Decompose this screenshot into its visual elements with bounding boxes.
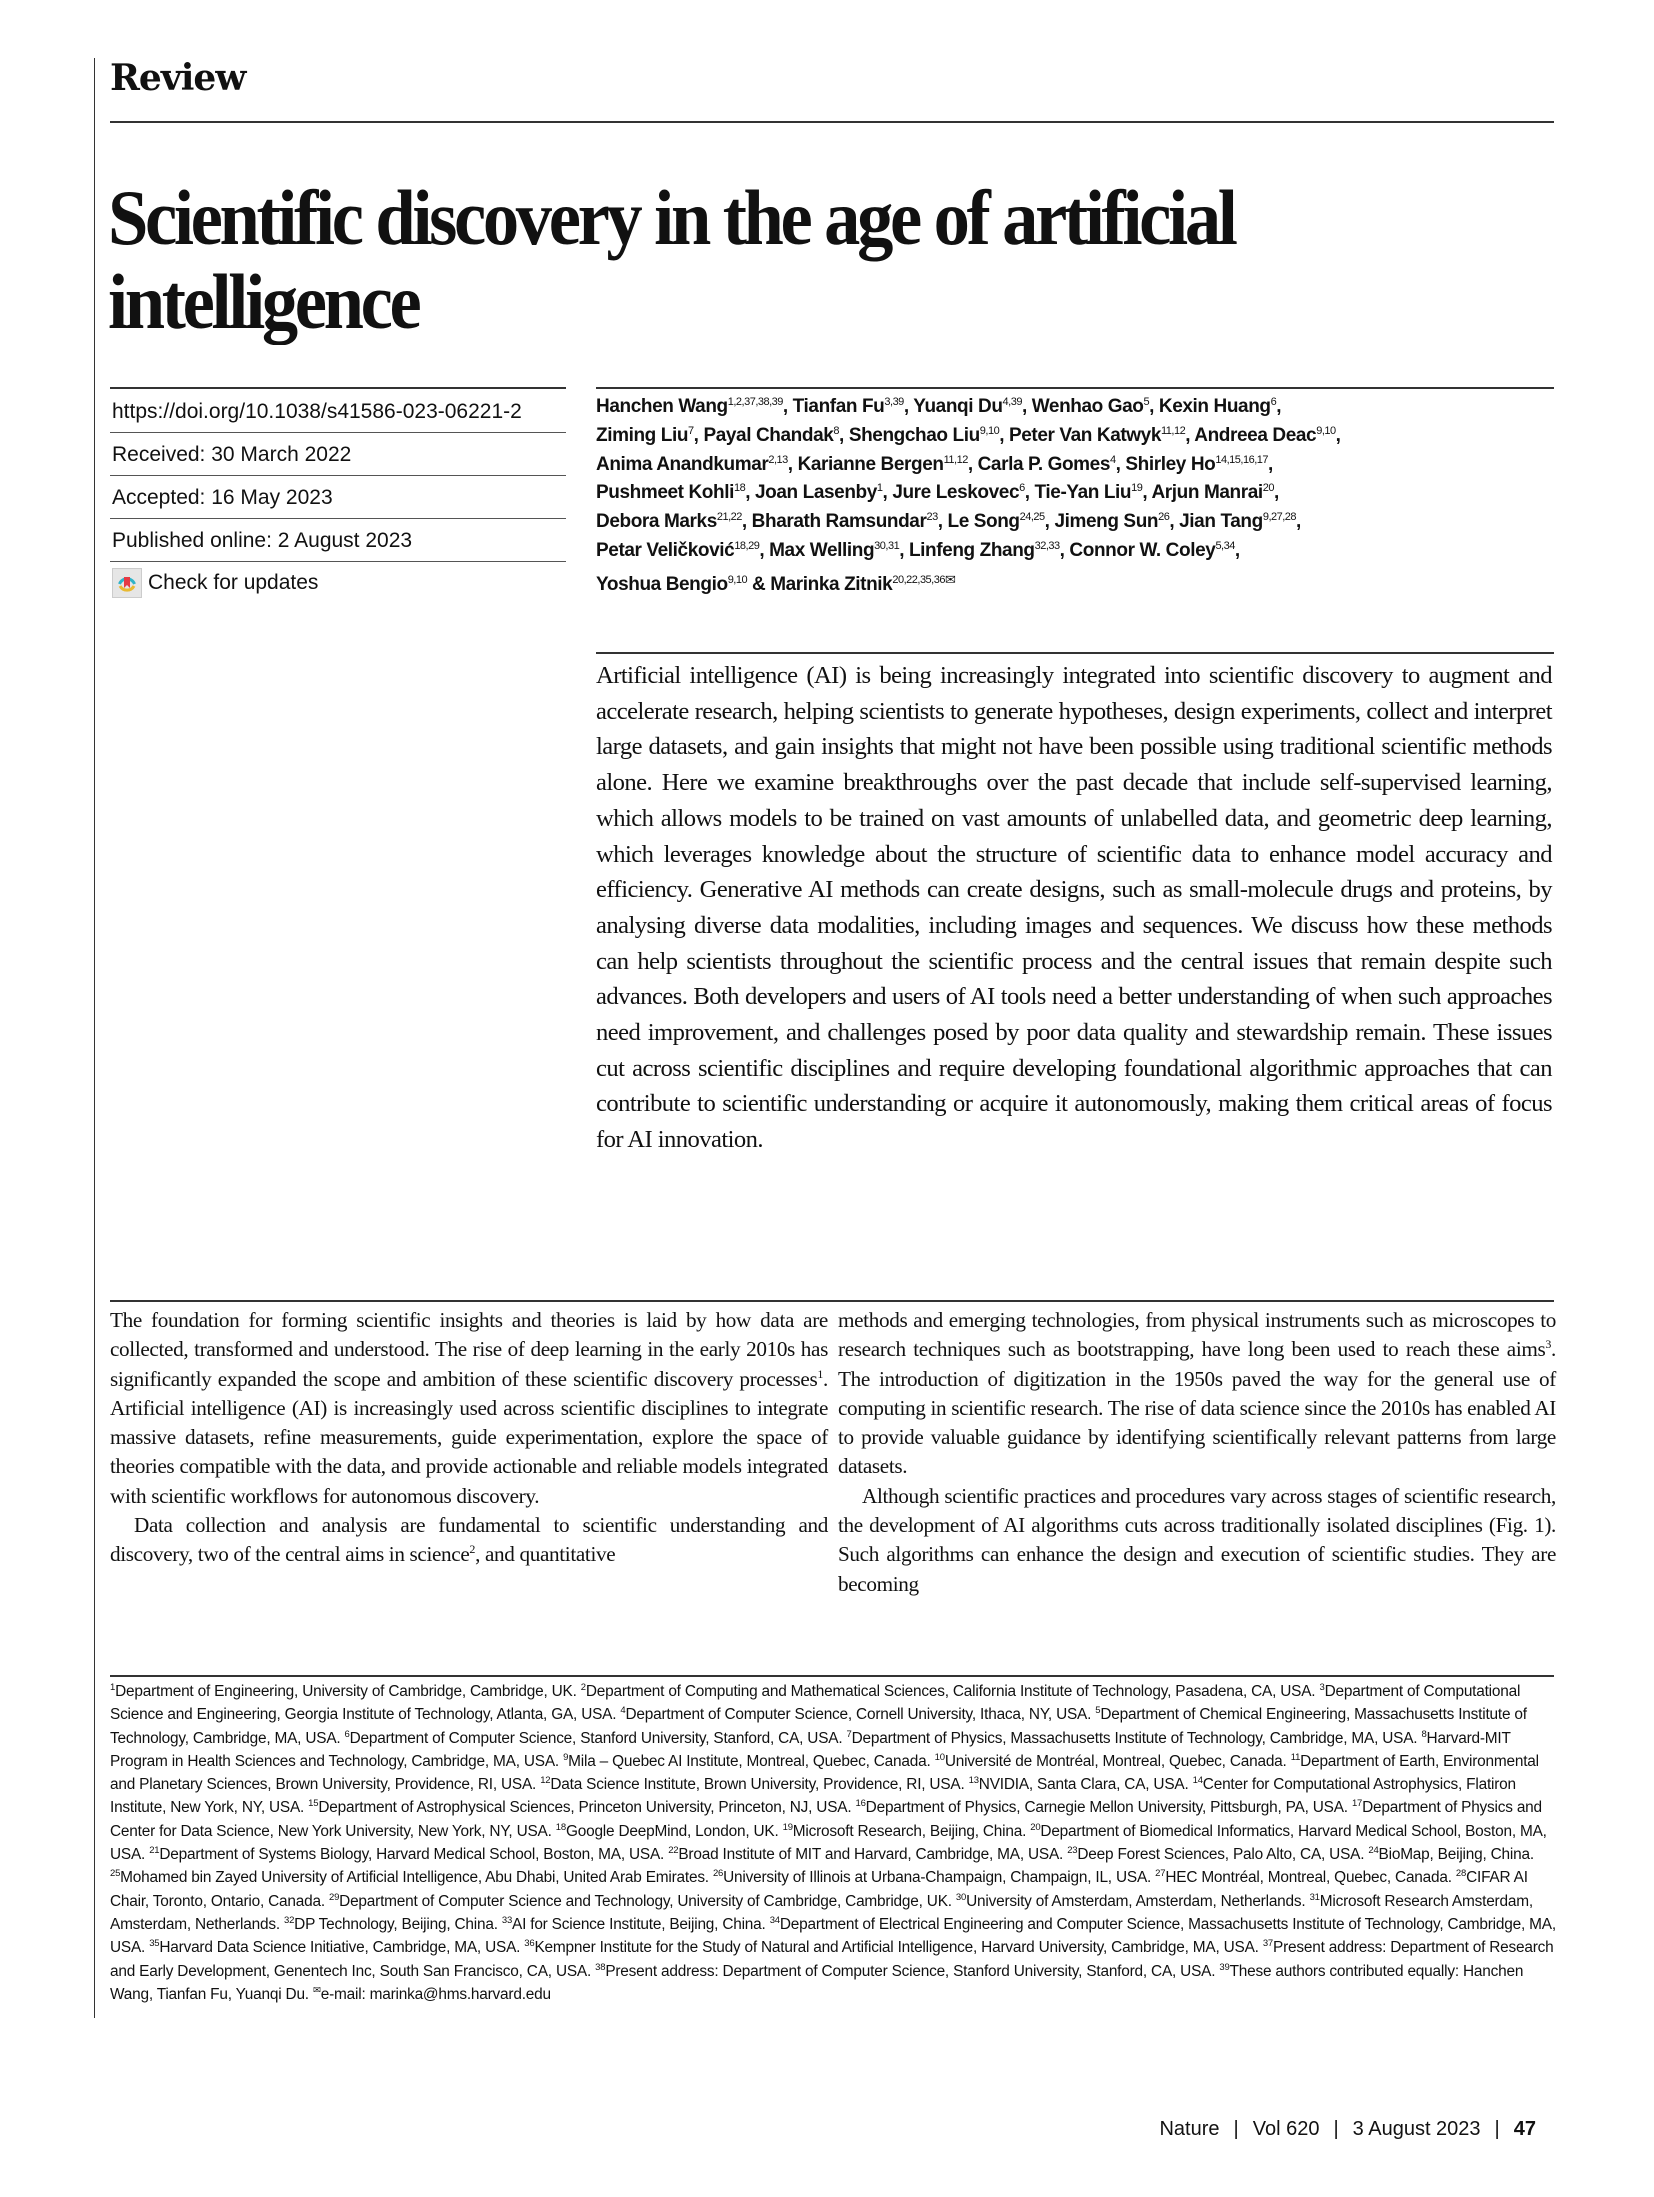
author-name[interactable]: Yuanqi Du: [913, 396, 1003, 417]
issue-date: 3 August 2023: [1352, 2118, 1481, 2140]
author-affiliation-refs: 18,29: [734, 539, 760, 552]
journal-name: Nature: [1159, 2118, 1220, 2140]
author-name[interactable]: Linfeng Zhang: [908, 539, 1035, 561]
body-paragraph: methods and emerging technologies, from physical instruments such as microscopes to research techniques such as bootstrapping, have long been used to reach these aims$^3$. The introduction of digitization in the 1950s paved the way for the general use of computing in scientific research. The rise of data science since the 2010s has enabled AI to provide valuable guidance by identifying scientifically relevant patterns from large datasets.: [838, 1308, 1556, 1479]
affiliation-number: 18: [555, 1821, 566, 1833]
author-affiliation-refs: 1: [876, 482, 883, 495]
affiliation-text: Department of Physics and Center for Data Science, New York University, New York, NY, USA.: [110, 1799, 1542, 1840]
affiliation-number: 31: [1309, 1891, 1320, 1903]
affiliation-number: 3: [1319, 1681, 1325, 1693]
author-name[interactable]: Arjun Manrai: [1151, 482, 1263, 504]
check-for-updates-button[interactable]: [110, 562, 566, 604]
author-name[interactable]: Max Welling: [769, 539, 875, 561]
affiliation-number: 8: [1421, 1728, 1427, 1740]
author-affiliation-refs: 5: [1143, 396, 1150, 408]
affiliation-number: 29: [328, 1891, 340, 1903]
author-affiliation-refs: 6: [1019, 482, 1025, 495]
affiliation-text: Department of Chemical Engineering, Massachusetts Institute of Technology, Cambridge, MA, USA.: [110, 1706, 1527, 1747]
citation-ref[interactable]: 2: [469, 1542, 476, 1557]
email-icon[interactable]: ✉: [944, 571, 956, 587]
author-affiliation-refs: 5,34: [1215, 539, 1235, 552]
author-name[interactable]: Le Song: [947, 511, 1020, 533]
body-paragraph: Although scientific practices and procedures vary across stages of scientific research, the development of AI algorithms cuts across traditionally isolated disciplines (Fig. 1). Such algorithms can enhance the design and execution of scientific studies. They are becoming: [838, 1483, 1556, 1596]
affiliation-number: 38: [595, 1961, 606, 1973]
affiliation-text: Department of Systems Biology, Harvard Medical School, Boston, MA, USA.: [159, 1846, 665, 1864]
affiliations-top-divider: [110, 1675, 1554, 1677]
affiliation-text: Harvard-MIT Program in Health Sciences and Technology, Cambridge, MA, USA.: [110, 1729, 1511, 1770]
author-affiliation-refs: 32,33: [1034, 539, 1060, 552]
affiliation-number: 15: [308, 1798, 319, 1810]
affiliation-text: Department of Physics, Carnegie Mellon University, Pittsburgh, PA, USA.: [865, 1799, 1348, 1817]
affiliation-number: 13: [968, 1775, 979, 1787]
affiliation-text: Google DeepMind, London, UK.: [565, 1822, 779, 1840]
affiliation-text: Department of Physics, Massachusetts Institute of Technology, Cambridge, MA, USA.: [851, 1729, 1418, 1747]
affiliation-text: Université de Montréal, Montreal, Quebec, Canada.: [944, 1752, 1287, 1770]
affiliation-text: These authors contributed equally: Hanchen Wang, Tianfan Fu, Yuanqi Du.: [110, 1962, 1524, 2003]
affiliation-text: Department of Astrophysical Sciences, Princeton University, Princeton, NJ, USA.: [318, 1799, 852, 1817]
author-affiliation-refs: 2,13: [768, 453, 788, 466]
affiliation-number: 28: [1455, 1868, 1467, 1880]
affiliation-text: Department of Computer Science, Cornell University, Ithaca, NY, USA.: [625, 1706, 1092, 1724]
authors-top-divider: [596, 387, 1554, 389]
affiliation-text: Center for Computational Astrophysics, Flatiron Institute, New York, NY, USA.: [110, 1776, 1516, 1817]
affiliation-number: 4: [620, 1705, 626, 1717]
affiliation-text: Deep Forest Sciences, Palo Alto, CA, USA.: [1077, 1846, 1365, 1864]
affiliation-number: 34: [769, 1914, 780, 1926]
author-affiliation-refs: 9,10: [1316, 424, 1336, 437]
page-number: 47: [1513, 2118, 1536, 2140]
affiliation-text: Department of Earth, Environmental and Planetary Sciences, Brown University, Providence, RI, USA.: [110, 1752, 1539, 1794]
author-affiliation-refs: 14,15,16,17: [1215, 453, 1268, 466]
footer-separator: |: [1494, 2118, 1500, 2140]
page-footer: [1159, 2118, 1536, 2141]
affiliation-number: 30: [955, 1891, 967, 1903]
affiliation-number: 1: [110, 1681, 116, 1693]
author-name[interactable]: Bharath Ramsundar: [751, 511, 927, 533]
author-affiliation-refs: 11,12: [1161, 424, 1186, 437]
affiliation-number: 33: [501, 1914, 513, 1926]
body-paragraph: Data collection and analysis are fundamental to scientific understanding and discovery, two of the central aims in science$^2$, and quantitative: [110, 1513, 828, 1567]
affiliation-number: 25: [110, 1868, 121, 1880]
journal-volume: Vol 620: [1252, 2118, 1320, 2140]
affiliation-text: Department of Computing and Mathematical Sciences, California Institute of Technology, Pasadena, CA, USA.: [585, 1683, 1316, 1700]
author-name[interactable]: Kexin Huang: [1158, 396, 1271, 417]
affiliation-number: 39: [1219, 1961, 1230, 1973]
affiliation-text: Mohamed bin Zayed University of Artificial Intelligence, Abu Dhabi, United Arab Emirates.: [120, 1869, 709, 1887]
author-affiliation-refs: 9,10: [979, 424, 1000, 437]
author-name[interactable]: Karianne Bergen: [797, 453, 944, 475]
affiliation-number: 36: [524, 1938, 535, 1950]
body-column-left: [110, 1306, 828, 1570]
citation-ref[interactable]: 1: [817, 1366, 824, 1381]
received-date: Received: 30 March 2022: [110, 433, 566, 476]
author-affiliation-refs: 4: [1110, 453, 1116, 466]
check-for-updates-label: Check for updates: [148, 571, 319, 594]
author-name[interactable]: Ziming Liu: [596, 424, 689, 446]
author-name[interactable]: Jimeng Sun: [1054, 511, 1159, 533]
section-label: Review: [110, 57, 246, 99]
header-divider: [110, 121, 1554, 123]
meta-top-divider: [110, 387, 566, 389]
affiliation-text: Department of Computational Science and Engineering, Georgia Institute of Technology, Atlanta, GA, USA.: [110, 1683, 1521, 1724]
affiliation-number: 35: [149, 1938, 160, 1950]
affiliation-text: University of Amsterdam, Amsterdam, Netherlands.: [966, 1892, 1306, 1910]
affiliation-text: BioMap, Beijing, China.: [1378, 1846, 1534, 1864]
affiliation-number: 2: [580, 1681, 586, 1693]
footer-separator: |: [1333, 2118, 1339, 2140]
affiliation-text: CIFAR AI Chair, Toronto, Ontario, Canada.: [110, 1869, 1528, 1910]
affiliations: [110, 1680, 1556, 2006]
author-affiliation-refs: 8: [833, 424, 840, 437]
affiliation-number: 10: [934, 1751, 945, 1763]
affiliation-text: Department of Biomedical Informatics, Harvard Medical School, Boston, MA, USA.: [110, 1822, 1547, 1864]
corresponding-email[interactable]: e-mail: marinka@hms.harvard.edu: [320, 1985, 551, 2003]
abstract-top-divider: [596, 652, 1554, 654]
author-affiliation-refs: 6: [1270, 396, 1277, 408]
author-affiliation-refs: 4,39: [1002, 396, 1022, 408]
author-name[interactable]: Wenhao Gao: [1031, 396, 1144, 417]
author-name[interactable]: Andreea Deac: [1194, 424, 1317, 446]
author-name[interactable]: Anima Anandkumar: [596, 453, 769, 475]
affiliation-number: 6: [344, 1728, 350, 1740]
author-name[interactable]: Joan Lasenby: [755, 482, 877, 504]
author-affiliation-refs: 3,39: [884, 396, 904, 408]
author-list: Hanchen Wang$^{1,2,37,38,39}$, Tianfan Fu$^{3,39}$, Yuanqi Du$^{4,39}$, Wenhao Gao$^5$, Kexin Huang$^6$, Ziming Liu$^7$, Payal Chandak$^8$, Shengchao Liu$^{9,10}$, Peter Van Katwyk$^{11,12}$, Andreea Deac$^{9,10}$, Anima Anandkumar$^{2,13}$, Karianne Bergen$^{11,12}$, Carla P. Gomes$^4$, Shirley Ho$^{14,15,16,17}$, Pushmeet Kohli$^{18}$, Joan Lasenby$^1$, Jure Leskovec$^6$, Tie-Yan Liu$^{19}$, Arjun Manrai$^{20}$, Debora Marks$^{21,22}$, Bharath Ramsundar$^{23}$, Le Song$^{24,25}$, Jimeng Sun$^{26}$, Jian Tang$^{9,27,28}$, Petar Veličković$^{18,29}$, Max Welling$^{30,31}$, Linfeng Zhang$^{32,33}$, Connor W. Coley$^{5,34}$, Yoshua Bengio$^{9,10}$ & Marinka Zitnik$^{20,22,35,36✉}$: [596, 396, 1341, 595]
author-affiliation-refs: 1,2,37,38,39: [727, 396, 783, 408]
affiliation-text: Harvard Data Science Initiative, Cambridge, MA, USA.: [159, 1939, 521, 1957]
affiliation-text: Microsoft Research, Beijing, China.: [792, 1822, 1027, 1840]
author-affiliation-refs: 26: [1158, 511, 1170, 524]
author-affiliation-refs: 11,12: [943, 453, 968, 466]
author-affiliation-refs: 20: [1262, 482, 1275, 495]
affiliation-number: 32: [283, 1914, 295, 1926]
affiliation-number: 19: [782, 1821, 793, 1833]
affiliation-text: Department of Electrical Engineering and Computer Science, Massachusetts Institute of Technology, Cambridge, MA, USA.: [110, 1915, 1556, 1957]
author-name[interactable]: Shengchao Liu: [848, 424, 980, 446]
affiliation-number: 7: [846, 1728, 852, 1740]
author-affiliation-refs: 23: [926, 511, 938, 524]
author-name[interactable]: Tie-Yan Liu: [1034, 482, 1132, 504]
affiliation-text: Data Science Institute, Brown University, Providence, RI, USA.: [550, 1776, 965, 1794]
author-affiliation-refs: 9,10: [727, 573, 748, 586]
affiliation-number: 5: [1095, 1705, 1101, 1717]
affiliation-text: Department of Engineering, University of Cambridge, Cambridge, UK.: [115, 1683, 577, 1700]
author-name[interactable]: Jure Leskovec: [892, 482, 1020, 504]
author-affiliation-refs: 21,22: [716, 511, 742, 524]
affiliation-text: Microsoft Research Amsterdam, Amsterdam, Netherlands.: [110, 1892, 1533, 1933]
affiliation-number: 11: [1290, 1751, 1301, 1763]
affiliation-text: Department of Computer Science, Stanford University, Stanford, CA, USA.: [349, 1729, 843, 1747]
author-affiliation-refs: 24,25: [1019, 511, 1045, 524]
author-affiliation-refs: 19: [1131, 482, 1143, 495]
affiliation-number: 12: [540, 1775, 551, 1787]
affiliation-number: 24: [1368, 1844, 1379, 1856]
author-name[interactable]: Debora Marks: [596, 511, 717, 533]
affiliation-number: 27: [1155, 1868, 1166, 1880]
author-name[interactable]: Tianfan Fu: [792, 396, 885, 417]
author-name[interactable]: Pushmeet Kohli: [596, 482, 734, 504]
affiliation-number: 23: [1067, 1844, 1078, 1856]
affiliation-text: AI for Science Institute, Beijing, China.: [512, 1915, 766, 1933]
doi-link[interactable]: https://doi.org/10.1038/s41586-023-06221-2: [110, 390, 566, 433]
author-affiliation-refs: 18: [733, 482, 746, 495]
author-name[interactable]: Marinka Zitnik: [770, 573, 893, 595]
body-paragraph: The foundation for forming scientific insights and theories is laid by how data are collected, transformed and understood. The rise of deep learning in the early 2010s has significantly expanded the scope and ambition of these scientific discovery processes$^1$. Artificial intelligence (AI) is increasingly used across scientific disciplines to integrate massive datasets, refine measurements, guide experimentation, explore the space of theories compatible with the data, and provide actionable and reliable models integrated with scientific workflows for autonomous discovery.: [110, 1308, 828, 1508]
citation-ref[interactable]: 3: [1545, 1337, 1552, 1352]
affiliation-text: Present address: Department of Computer Science, Stanford University, Stanford, CA, USA.: [605, 1962, 1216, 1980]
affiliation-number: ✉: [312, 1984, 321, 1996]
affiliation-number: 17: [1351, 1798, 1363, 1810]
author-name[interactable]: Peter Van Katwyk: [1008, 424, 1161, 446]
author-affiliation-refs: 9,27,28: [1262, 511, 1297, 524]
author-affiliation-refs: 30,31: [874, 539, 900, 552]
affiliation-text: Present address: Department of Research and Early Development, Genentech Inc, South San Francisco, CA, USA.: [110, 1939, 1554, 1980]
affiliation-number: 14: [1192, 1775, 1203, 1787]
author-name[interactable]: Hanchen Wang: [596, 396, 728, 417]
affiliation-text: Broad Institute of MIT and Harvard, Cambridge, MA, USA.: [678, 1846, 1064, 1864]
affiliation-text: Mila – Quebec AI Institute, Montreal, Quebec, Canada.: [568, 1752, 931, 1770]
affiliation-text: Kempner Institute for the Study of Natural and Artificial Intelligence, Harvard University, Cambridge, MA, USA.: [534, 1939, 1259, 1957]
article-title: Scientific discovery in the age of artificial intelligence: [108, 174, 1235, 346]
abstract: Artificial intelligence (AI) is being increasingly integrated into scientific discovery to augment and accelerate research, helping scientists to generate hypotheses, design experiments, collect and interpret large datasets, and gain insights that might not have been possible using traditional scientific methods alone. Here we examine breakthroughs over the past decade that include self-supervised learning, which allows models to be trained on vast amounts of unlabelled data, and geometric deep learning, which leverages knowledge about the structure of scientific data to enhance model accuracy and efficiency. Generative AI methods can create designs, such as small-molecule drugs and proteins, by analysing diverse data modalities, including images and sequences. We discuss how these methods can help scientists throughout the scientific process and the central issues that remain despite such advances. Both developers and users of AI tools need a better understanding of when such approaches need improvement, and challenges posed by poor data quality and stewardship remain. These issues cut across scientific disciplines and require developing foundational algorithmic approaches that can contribute to scientific understanding or acquire it autonomously, making them critical areas of focus for AI innovation.: [596, 662, 1552, 1154]
affiliation-number: 16: [855, 1798, 866, 1810]
body-column-right: [838, 1306, 1556, 1599]
author-name[interactable]: Yoshua Bengio: [596, 573, 728, 595]
author-name[interactable]: Connor W. Coley: [1069, 539, 1216, 561]
affiliation-number: 21: [149, 1844, 160, 1856]
article-metadata: [110, 390, 566, 604]
affiliation-text: Department of Computer Science and Technology, University of Cambridge, Cambridge, UK.: [339, 1892, 952, 1910]
author-name[interactable]: Jian Tang: [1179, 511, 1263, 533]
affiliation-text: HEC Montréal, Montreal, Quebec, Canada.: [1165, 1869, 1452, 1887]
author-affiliation-refs: 20,22,35,36: [892, 573, 945, 586]
accepted-date: Accepted: 16 May 2023: [110, 476, 566, 519]
check-for-updates-icon: [112, 568, 142, 598]
affiliation-number: 20: [1030, 1821, 1041, 1833]
author-name[interactable]: Shirley Ho: [1125, 453, 1216, 475]
published-date: Published online: 2 August 2023: [110, 519, 566, 562]
affiliation-number: 9: [563, 1751, 569, 1763]
affiliation-text: NVIDIA, Santa Clara, CA, USA.: [978, 1776, 1189, 1794]
affiliation-text: DP Technology, Beijing, China.: [294, 1915, 498, 1933]
affiliation-number: 22: [668, 1844, 679, 1856]
author-name[interactable]: Carla P. Gomes: [977, 453, 1110, 475]
footer-separator: |: [1233, 2118, 1239, 2140]
body-top-divider: [110, 1300, 1554, 1302]
left-margin-rule: [94, 58, 95, 2018]
affiliation-number: 26: [712, 1868, 724, 1880]
author-affiliation-refs: 7: [688, 424, 694, 437]
author-name[interactable]: Payal Chandak: [703, 424, 834, 446]
affiliation-text: University of Illinois at Urbana-Champaign, Champaign, IL, USA.: [723, 1869, 1152, 1887]
affiliation-number: 37: [1262, 1938, 1274, 1950]
author-name[interactable]: Petar Veličković: [596, 539, 735, 561]
